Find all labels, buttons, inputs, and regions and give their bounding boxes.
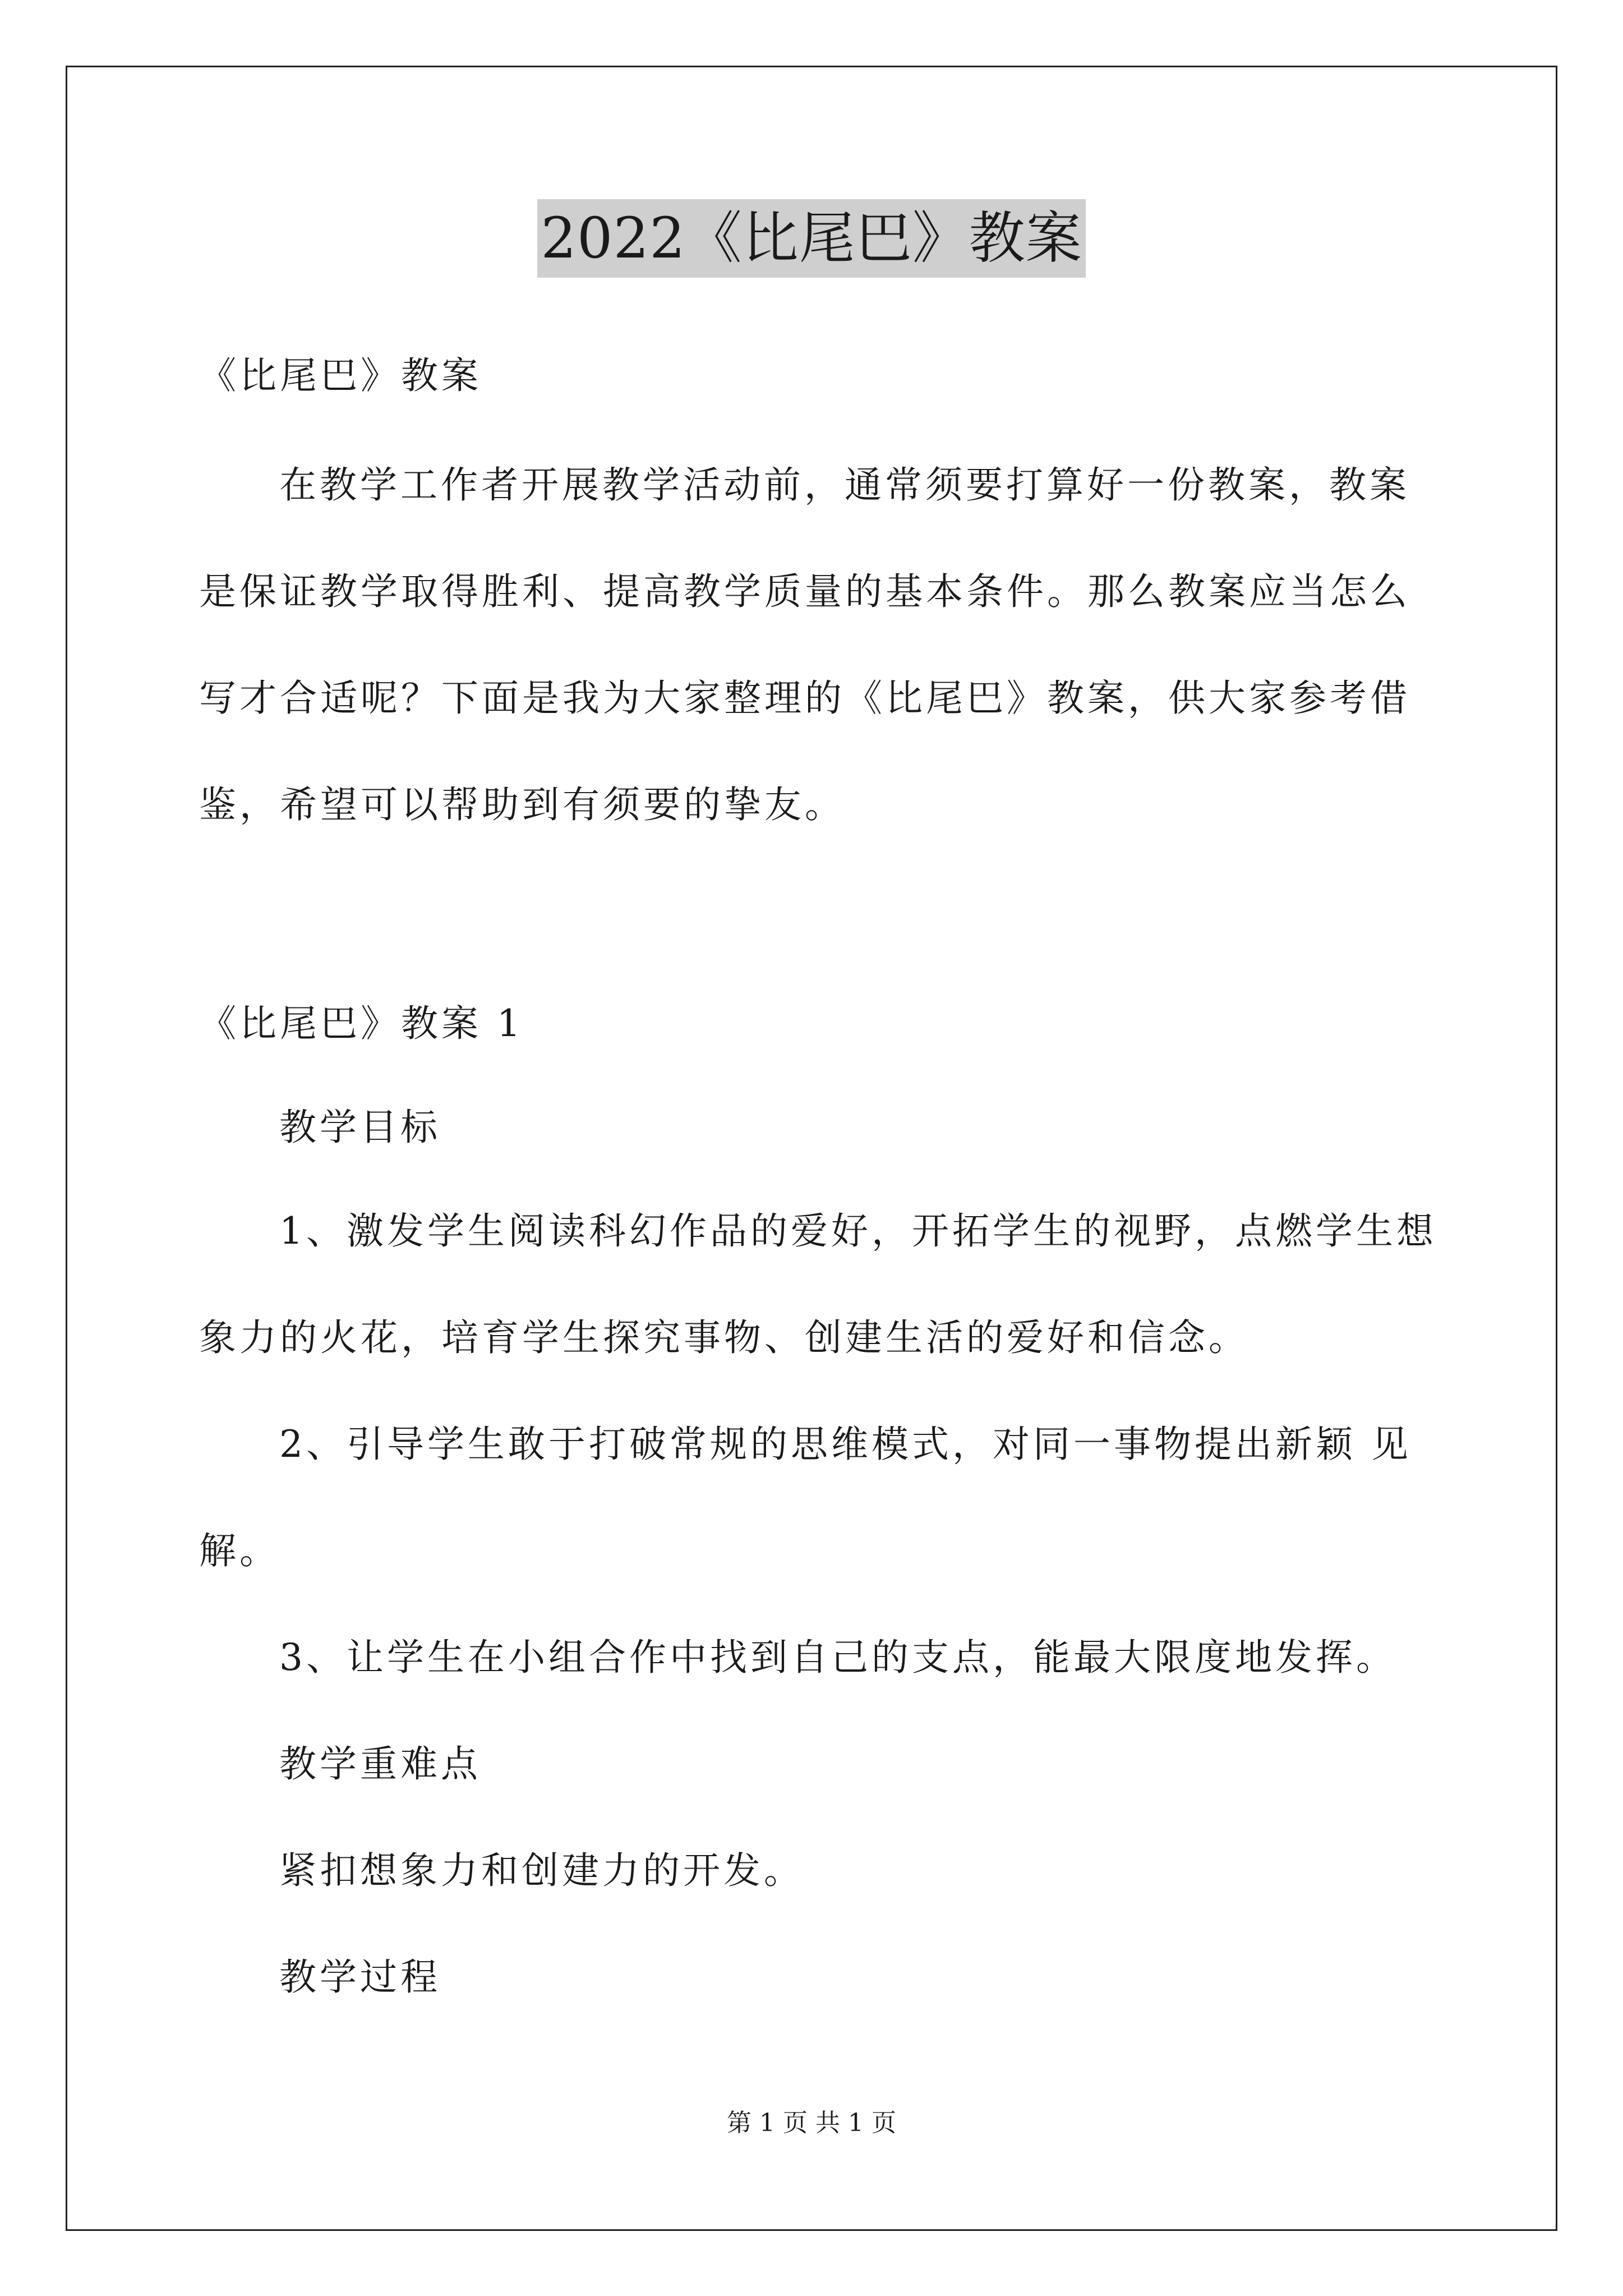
title-container <box>0 199 1623 278</box>
key-points-heading: 教学重难点 <box>279 1742 481 1786</box>
intro-paragraph-line-2: 是保证教学取得胜利、提高教学质量的基本条件。那么教案应当怎么 <box>199 570 1410 613</box>
objective-3: 3、让学生在小组合作中找到自己的支点，能最大限度地发挥。 <box>279 1636 1396 1679</box>
objectives-heading: 教学目标 <box>279 1106 441 1149</box>
objective-1-line-1: 1、激发学生阅读科幻作品的爱好，开拓学生的视野，点燃学生想 <box>279 1209 1437 1253</box>
intro-paragraph-line-3: 写才合适呢？下面是我为大家整理的《比尾巴》教案，供大家参考借 <box>199 677 1410 720</box>
process-heading: 教学过程 <box>279 1955 441 1999</box>
objective-2-line-1: 2、引导学生敢于打破常规的思维模式，对同一事物提出新颖 见 <box>279 1423 1412 1466</box>
document-title: 2022《比尾巴》教案 <box>537 199 1086 278</box>
page-footer: 第 1 页 共 1 页 <box>727 2109 896 2137</box>
intro-paragraph-line-4: 鉴，希望可以帮助到有须要的挚友。 <box>199 783 845 826</box>
objective-1-line-2: 象力的火花，培育学生探究事物、创建生活的爱好和信念。 <box>199 1316 1249 1359</box>
objective-2-line-2: 解。 <box>199 1529 280 1572</box>
key-points-text: 紧扣想象力和创建力的开发。 <box>279 1849 804 1892</box>
section-heading: 《比尾巴》教案 <box>199 354 482 397</box>
lesson-plan-heading: 《比尾巴》教案 1 <box>199 1002 524 1045</box>
intro-paragraph-line-1: 在教学工作者开展教学活动前，通常须要打算好一份教案，教案 <box>279 463 1410 507</box>
